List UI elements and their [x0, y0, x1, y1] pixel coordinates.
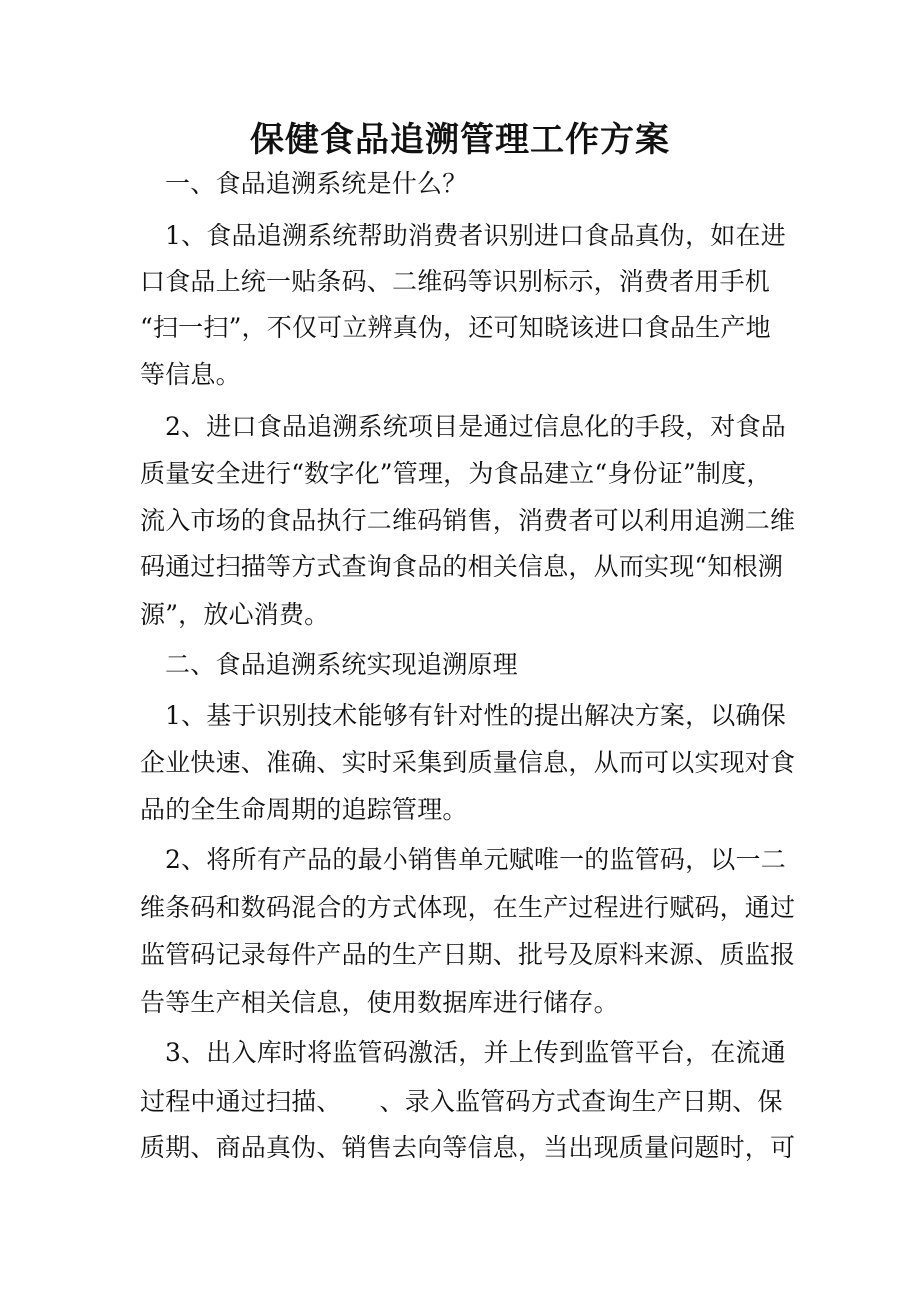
text-line: 1、基于识别技术能够有针对性的提出解决方案，以确保	[165, 701, 786, 730]
text-line: 二、食品追溯系统实现追溯原理	[165, 650, 518, 679]
text-line: 2、进口食品追溯系统项目是通过信息化的手段，对食品	[165, 412, 786, 441]
text-line: 一、食品追溯系统是什么？	[165, 169, 468, 198]
text-line: 监管码记录每件产品的生产日期、批号及原料来源、质监报	[140, 940, 796, 969]
text-line: 品的全生命周期的追踪管理。	[140, 795, 468, 824]
text-line: 等信息。	[140, 360, 241, 389]
text-line: 口食品上统一贴条码、二维码等识别标示，消费者用手机	[140, 267, 771, 296]
document-title: 保健食品追溯管理工作方案	[250, 120, 670, 160]
text-line: 3、出入库时将监管码激活，并上传到监管平台，在流通	[165, 1038, 786, 1067]
text-line: 1、食品追溯系统帮助消费者识别进口食品真伪，如在进	[165, 221, 786, 250]
text-line: 维条码和数码混合的方式体现，在生产过程进行赋码，通过	[140, 893, 796, 922]
text-line: 源”，放心消费。	[140, 600, 330, 629]
text-line: 告等生产相关信息，使用数据库进行储存。	[140, 988, 619, 1017]
text-line: 企业快速、准确、实时采集到质量信息，从而可以实现对食	[140, 748, 796, 777]
text-line: 2、将所有产品的最小销售单元赋唯一的监管码，以一二	[165, 845, 786, 874]
text-line: 质期、商品真伪、销售去向等信息，当出现质量问题时，可	[140, 1133, 796, 1162]
text-line: “扫一扫”，不仅可立辨真伪，还可知晓该进口食品生产地	[140, 313, 771, 342]
text-line: 质量安全进行“数字化”管理，为食品建立“身份证”制度，	[140, 459, 772, 488]
text-line: 流入市场的食品执行二维码销售，消费者可以利用追溯二维	[140, 506, 796, 535]
text-line: 码通过扫描等方式查询食品的相关信息，从而实现“知根溯	[140, 552, 783, 581]
text-line: 过程中通过扫描、 、录入监管码方式查询生产日期、保	[140, 1087, 783, 1116]
